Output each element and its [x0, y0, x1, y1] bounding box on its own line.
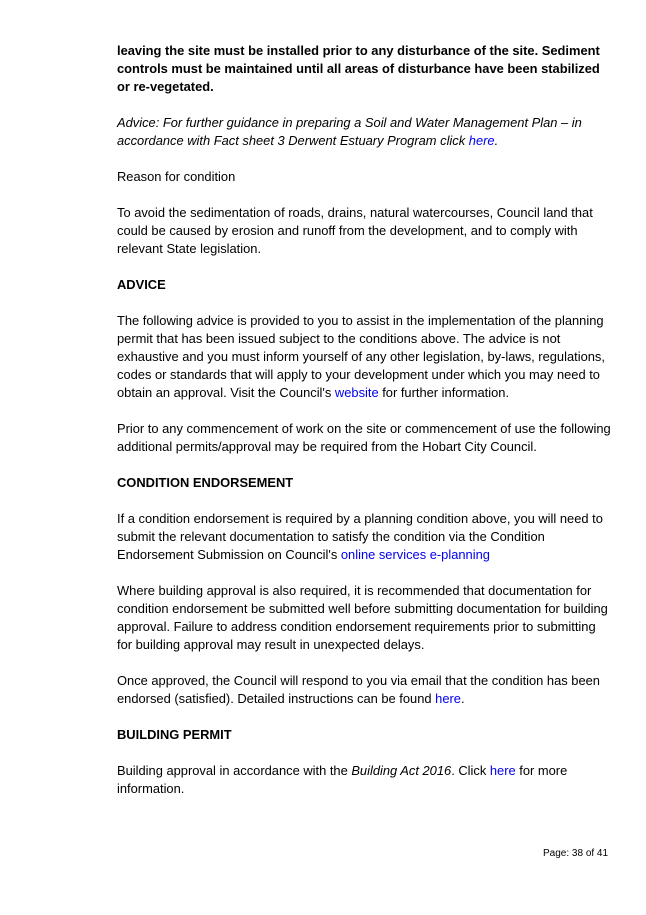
- sediment-control-paragraph: leaving the site must be installed prior to any disturbance of the site. Sediment controls must be maintained until all areas of disturbance have been stabilized or re-vegetated.: [117, 43, 600, 94]
- page-number: Page: 38 of 41: [543, 848, 609, 859]
- advice-heading: ADVICE: [117, 277, 166, 292]
- reason-text: To avoid the sedimentation of roads, drains, natural watercourses, Council land that could be caused by erosion and runoff from the development, and to comply with relevant State legislation.: [117, 205, 593, 256]
- advice-paragraph-2: Prior to any commencement of work on the site or commencement of use the following additional permits/approval may be required from the Hobart City Council.: [117, 421, 611, 454]
- advice-paragraph-1: [117, 312, 612, 402]
- building-permit-end: for more information.: [117, 763, 568, 796]
- building-permit-text: Building approval in accordance with the: [117, 763, 352, 778]
- endorsement-paragraph-2: Where building approval is also required, it is recommended that documentation for condition endorsement be submitted well before submitting documentation for building approval. Failure to address condition endorsement requirements prior to submitting for building approval may result in unexpected delays.: [117, 583, 608, 652]
- document-page: [117, 42, 612, 816]
- soil-water-advice-text: Advice: For further guidance in preparing a Soil and Water Management Plan – in accordance with Fact sheet 3 Derwent Estuary Program click: [117, 115, 582, 148]
- endorsement-paragraph-3: [117, 672, 612, 708]
- soil-water-here-link[interactable]: here: [468, 133, 495, 148]
- building-permit-click: . Click: [451, 763, 490, 778]
- advice-paragraph-1-text: The following advice is provided to you to assist in the implementation of the planning permit that has been issued subject to the conditions above. The advice is not exhaustive and you must inform yourself of any other legislation, by-laws, regulations, codes or standards that will apply to your development under which you may need to obtain an approval. Visit the Council's: [117, 313, 605, 400]
- endorsement-paragraph-1-text: If a condition endorsement is required by a planning condition above, you will need to submit the relevant documentation to satisfy the condition via the Condition Endorsement Submission on Council's: [117, 511, 603, 562]
- council-website-link[interactable]: website: [334, 385, 379, 400]
- reason-label: Reason for condition: [117, 169, 236, 184]
- building-permit-here-link[interactable]: here: [489, 763, 516, 778]
- building-permit-heading: BUILDING PERMIT: [117, 727, 232, 742]
- endorsement-paragraph-3-text: Once approved, the Council will respond to you via email that the condition has been endorsed (satisfied). Detailed instructions can be found: [117, 673, 600, 706]
- online-services-eplanning-link[interactable]: online services e-planning: [340, 547, 490, 562]
- building-permit-paragraph: [117, 762, 612, 798]
- endorsement-instructions-here-link[interactable]: here: [435, 691, 461, 706]
- advice-paragraph-1-end: for further information.: [378, 385, 510, 400]
- soil-water-advice-paragraph: [117, 114, 612, 150]
- condition-endorsement-heading: CONDITION ENDORSEMENT: [117, 475, 294, 490]
- endorsement-paragraph-1: [117, 510, 612, 564]
- soil-water-advice-end: .: [494, 133, 499, 148]
- endorsement-paragraph-3-end: .: [460, 691, 465, 706]
- building-act-title: Building Act 2016: [351, 763, 452, 778]
